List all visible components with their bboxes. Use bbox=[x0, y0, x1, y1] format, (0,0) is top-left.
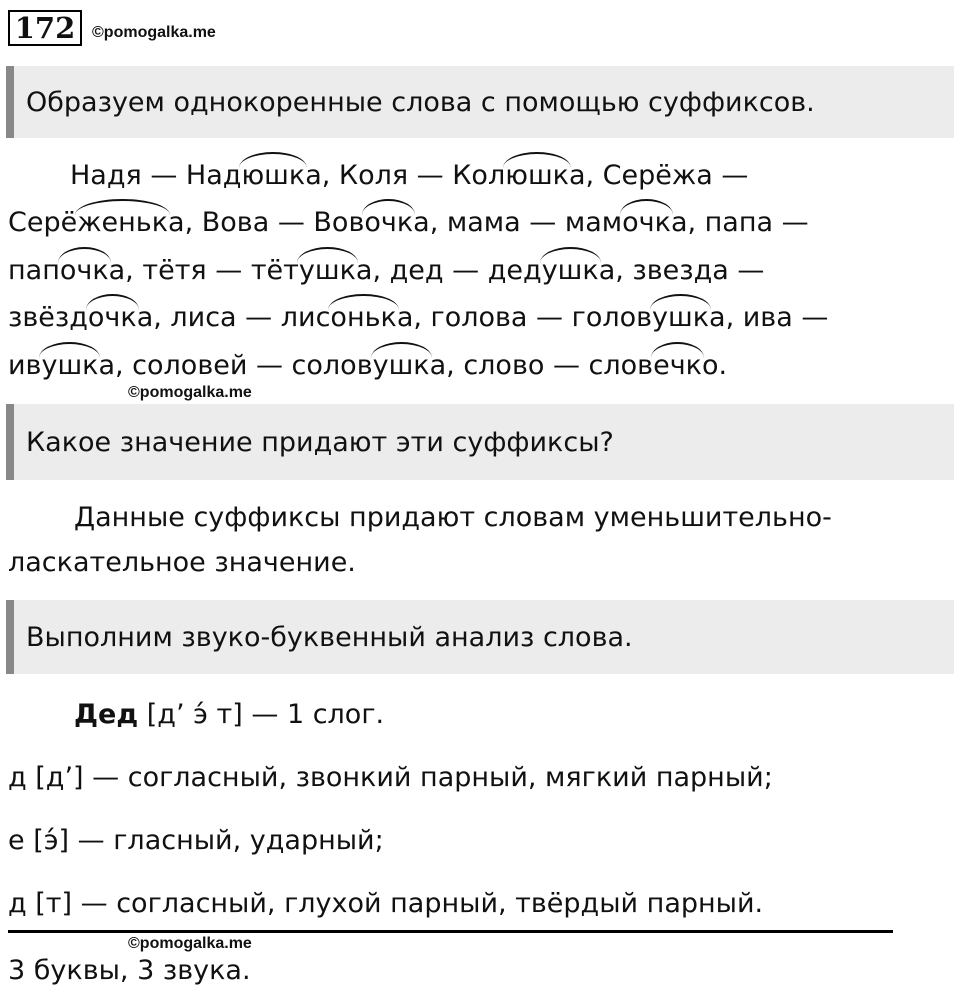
answer-line-2: ласкательное значение. bbox=[8, 547, 356, 578]
suffix-mark bbox=[622, 207, 671, 238]
suffix-mark bbox=[364, 207, 413, 238]
suffix-arc-icon bbox=[58, 247, 111, 263]
words-line-2 bbox=[8, 207, 809, 238]
word-text: а, ива — bbox=[709, 302, 829, 333]
suffix-arc-icon bbox=[75, 199, 170, 215]
sound-line-1: д [д’] — согласный, звонкий парный, мягкий парный; bbox=[8, 762, 773, 793]
answer-line-1: Данные суффиксы придают словам уменьшительно- bbox=[74, 502, 832, 533]
suffix-text: ушк bbox=[541, 255, 599, 286]
suffix-text: юшк bbox=[241, 160, 306, 191]
watermark: ©pomogalka.me bbox=[128, 935, 252, 952]
words-line-4 bbox=[8, 302, 828, 333]
transcription: [д’ э́ т] — 1 слог. bbox=[138, 699, 385, 730]
exercise-number: 172 bbox=[8, 10, 82, 46]
word-text: пап bbox=[8, 255, 60, 286]
suffix-text: ушк bbox=[41, 350, 99, 381]
suffix-text: ушк bbox=[652, 302, 710, 333]
word-text: а, слово — слов bbox=[429, 350, 654, 381]
suffix-mark bbox=[652, 302, 709, 333]
suffix-arc-icon bbox=[239, 152, 307, 168]
suffix-text: ечк bbox=[653, 350, 702, 381]
suffix-mark bbox=[77, 207, 168, 238]
word-text: а, соловей — солов bbox=[98, 350, 373, 381]
word-text: Надя — Над bbox=[70, 160, 242, 191]
task-text-3: Выполним звуко-буквенный анализ слова. bbox=[26, 621, 633, 653]
task-banner-3 bbox=[6, 600, 954, 674]
word-text: а, Коля — Кол bbox=[305, 160, 506, 191]
suffix-arc-icon bbox=[650, 294, 711, 310]
suffix-arc-icon bbox=[503, 152, 571, 168]
words-line-5 bbox=[8, 350, 727, 381]
word-text: а, тётя — тёт bbox=[108, 255, 299, 286]
word-text: Серё bbox=[8, 207, 78, 238]
suffix-arc-icon bbox=[86, 294, 139, 310]
word-text: а, папа — bbox=[670, 207, 809, 238]
word-text: а, голова — голов bbox=[396, 302, 653, 333]
summary-text: 3 буквы, 3 звука. bbox=[8, 955, 251, 986]
suffix-arc-icon bbox=[39, 342, 100, 358]
suffix-text: очк bbox=[364, 207, 414, 238]
suffix-mark bbox=[41, 350, 98, 381]
summary-divider bbox=[8, 930, 893, 933]
watermark: ©pomogalka.me bbox=[92, 24, 216, 41]
suffix-text: очк bbox=[622, 207, 671, 238]
suffix-text: очк bbox=[59, 255, 109, 286]
word-text: звёзд bbox=[8, 302, 88, 333]
analysed-word: Дед bbox=[74, 699, 139, 730]
word-text: а, Вова — Вов bbox=[168, 207, 365, 238]
word-text: а, Серёжа — bbox=[568, 160, 749, 191]
suffix-mark bbox=[330, 302, 396, 333]
task-banner-1 bbox=[6, 66, 954, 138]
suffix-mark bbox=[299, 255, 356, 286]
task-banner-2 bbox=[6, 404, 954, 480]
suffix-text: очк bbox=[87, 302, 137, 333]
sound-line-2: е [э́] — гласный, ударный; bbox=[8, 825, 384, 856]
suffix-mark bbox=[505, 160, 569, 191]
suffix-mark bbox=[60, 255, 109, 286]
suffix-text: ушк bbox=[298, 255, 356, 286]
word-text: о. bbox=[701, 350, 728, 381]
suffix-mark bbox=[653, 350, 702, 381]
task-text-2: Какое значение придают эти суффиксы? bbox=[26, 426, 614, 458]
suffix-mark bbox=[373, 350, 430, 381]
word-text: ив bbox=[8, 350, 42, 381]
words-line-1 bbox=[70, 160, 748, 191]
sound-line-3: д [т] — согласный, глухой парный, твёрдый парный. bbox=[8, 888, 764, 919]
word-text: а, лиса — лис bbox=[136, 302, 331, 333]
suffix-mark bbox=[88, 302, 137, 333]
suffix-arc-icon bbox=[371, 342, 432, 358]
analysis-heading bbox=[74, 699, 384, 730]
word-text: а, мама — мам bbox=[413, 207, 623, 238]
suffix-arc-icon bbox=[297, 247, 358, 263]
watermark: ©pomogalka.me bbox=[128, 384, 252, 401]
task-text-1: Образуем однокоренные слова с помощью суффиксов. bbox=[26, 86, 815, 118]
suffix-mark bbox=[241, 160, 305, 191]
suffix-text: оньк bbox=[330, 302, 397, 333]
suffix-text: ушк bbox=[372, 350, 430, 381]
suffix-mark bbox=[542, 255, 599, 286]
word-text: а, дед — дед bbox=[355, 255, 542, 286]
suffix-text: женьк bbox=[77, 207, 169, 238]
suffix-arc-icon bbox=[362, 199, 415, 215]
suffix-arc-icon bbox=[328, 294, 398, 310]
word-text: а, звезда — bbox=[598, 255, 765, 286]
suffix-arc-icon bbox=[620, 199, 673, 215]
suffix-arc-icon bbox=[651, 342, 704, 358]
words-line-3 bbox=[8, 255, 764, 286]
suffix-text: юшк bbox=[505, 160, 569, 191]
suffix-arc-icon bbox=[540, 247, 601, 263]
